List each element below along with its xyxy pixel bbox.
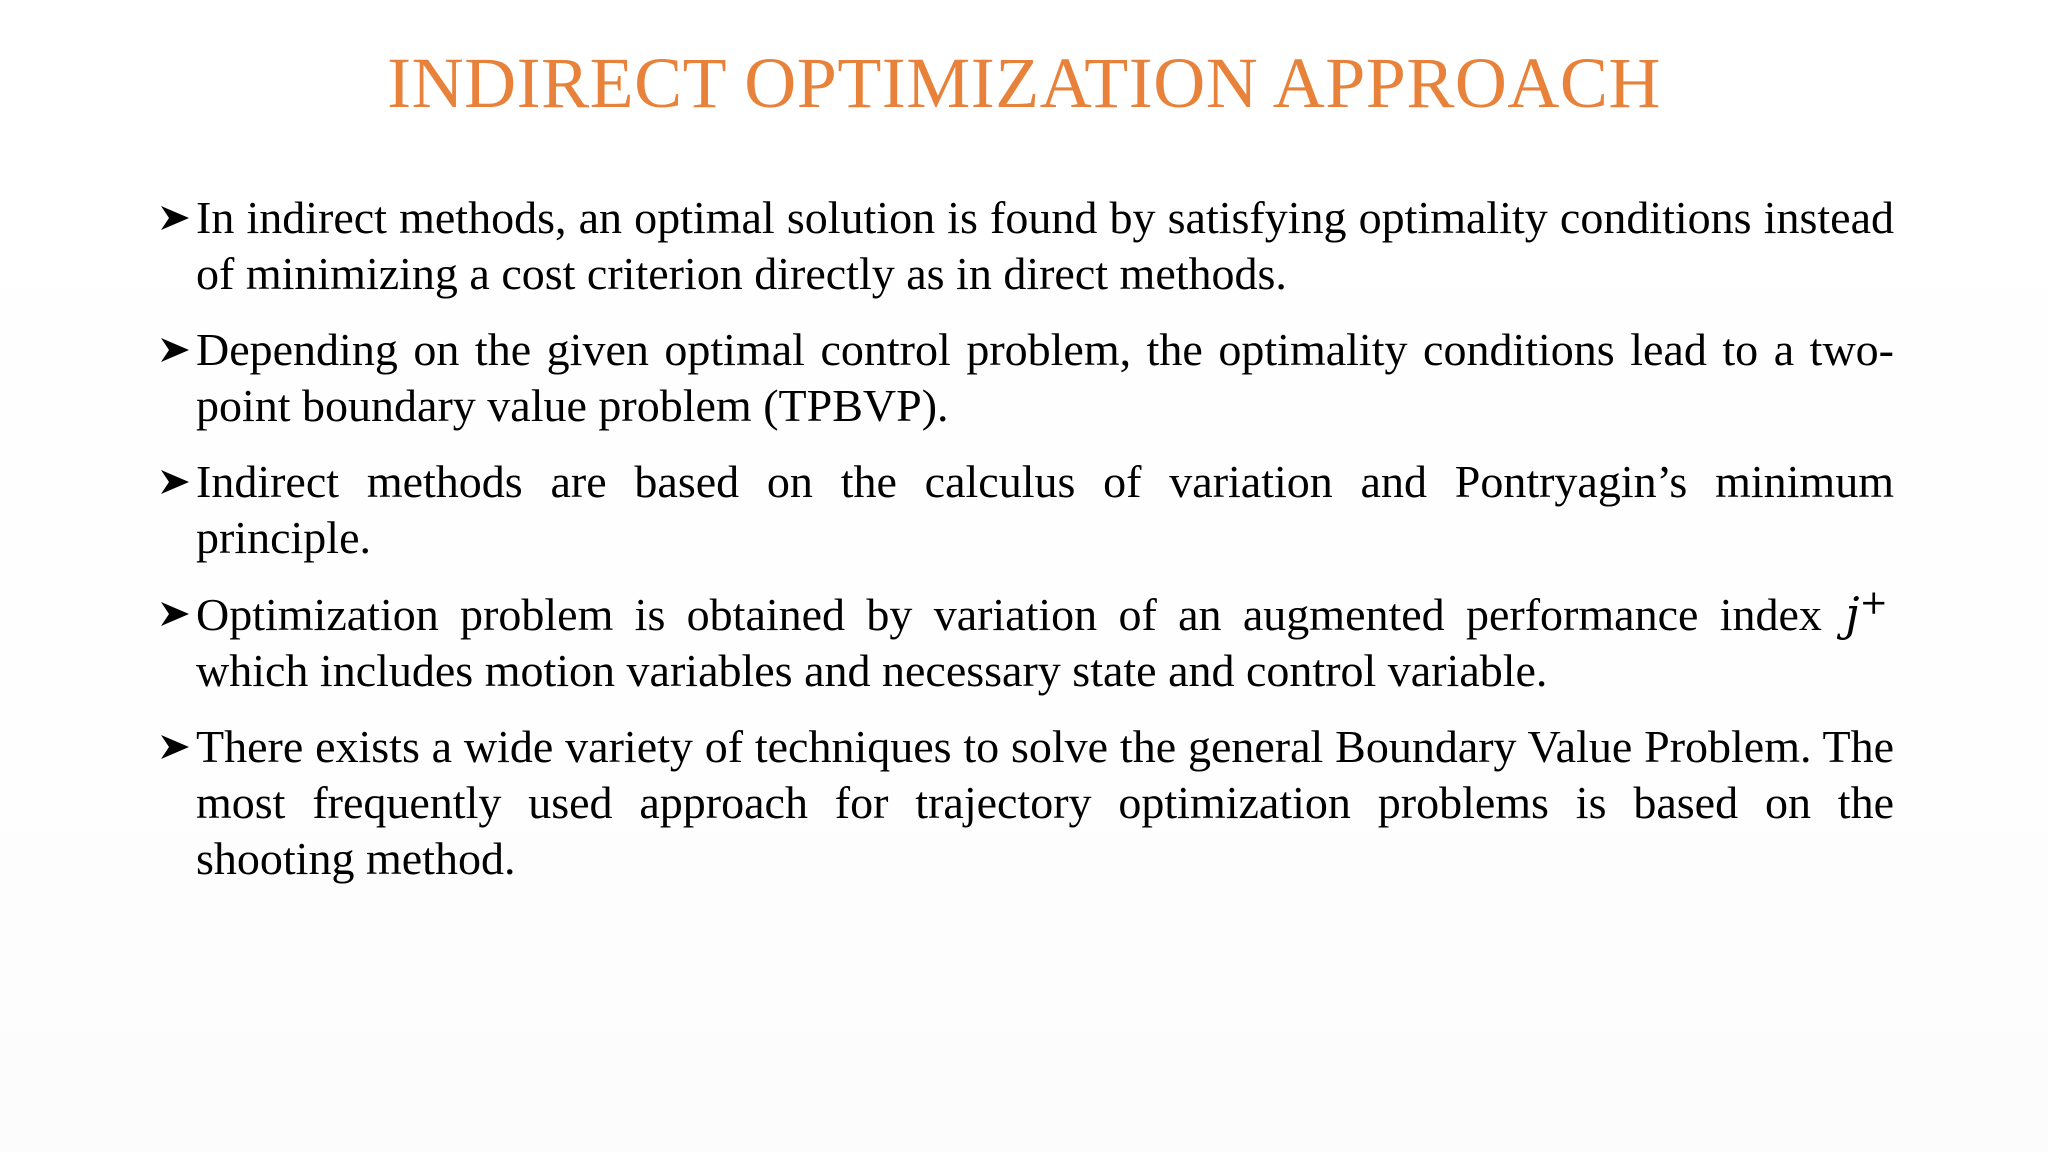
- bullet-text-after: which includes motion variables and necessary state and control variable.: [196, 645, 1548, 696]
- bullet-item-4: [160, 582, 1894, 699]
- arrowhead-bullet-icon: [160, 454, 196, 510]
- arrowhead-bullet-icon: [160, 586, 196, 642]
- slide-title: INDIRECT OPTIMIZATION APPROACH: [387, 43, 1661, 123]
- bullet-item-2: [160, 322, 1894, 434]
- bullet-text-before: Optimization problem is obtained by variation of an augmented performance index: [196, 589, 1822, 640]
- bullet-text: There exists a wide variety of techniques to solve the general Boundary Value Problem. The most frequently used approach for trajectory optimization problems is based on the shooting method.: [196, 721, 1894, 884]
- bullet-item-3: [160, 454, 1894, 566]
- math-symbol: j: [1845, 587, 1860, 641]
- arrowhead-bullet-icon: [160, 322, 196, 378]
- math-superscript: +: [1859, 582, 1889, 623]
- bullet-item-5: [160, 719, 1894, 887]
- bullet-list: [160, 190, 1894, 907]
- bullet-text: In indirect methods, an optimal solution is found by satisfying optimality conditions instead of minimizing a cost criterion directly as in direct methods.: [196, 192, 1894, 299]
- arrowhead-bullet-icon: [160, 719, 196, 775]
- bullet-item-1: [160, 190, 1894, 302]
- math-j-plus: [1843, 582, 1894, 641]
- bullet-text: Depending on the given optimal control problem, the optimality conditions lead to a two-point boundary value problem (TPBVP).: [196, 324, 1894, 431]
- bullet-text: Indirect methods are based on the calculus of variation and Pontryagin’s minimum principle.: [196, 456, 1894, 563]
- arrowhead-bullet-icon: [160, 190, 196, 246]
